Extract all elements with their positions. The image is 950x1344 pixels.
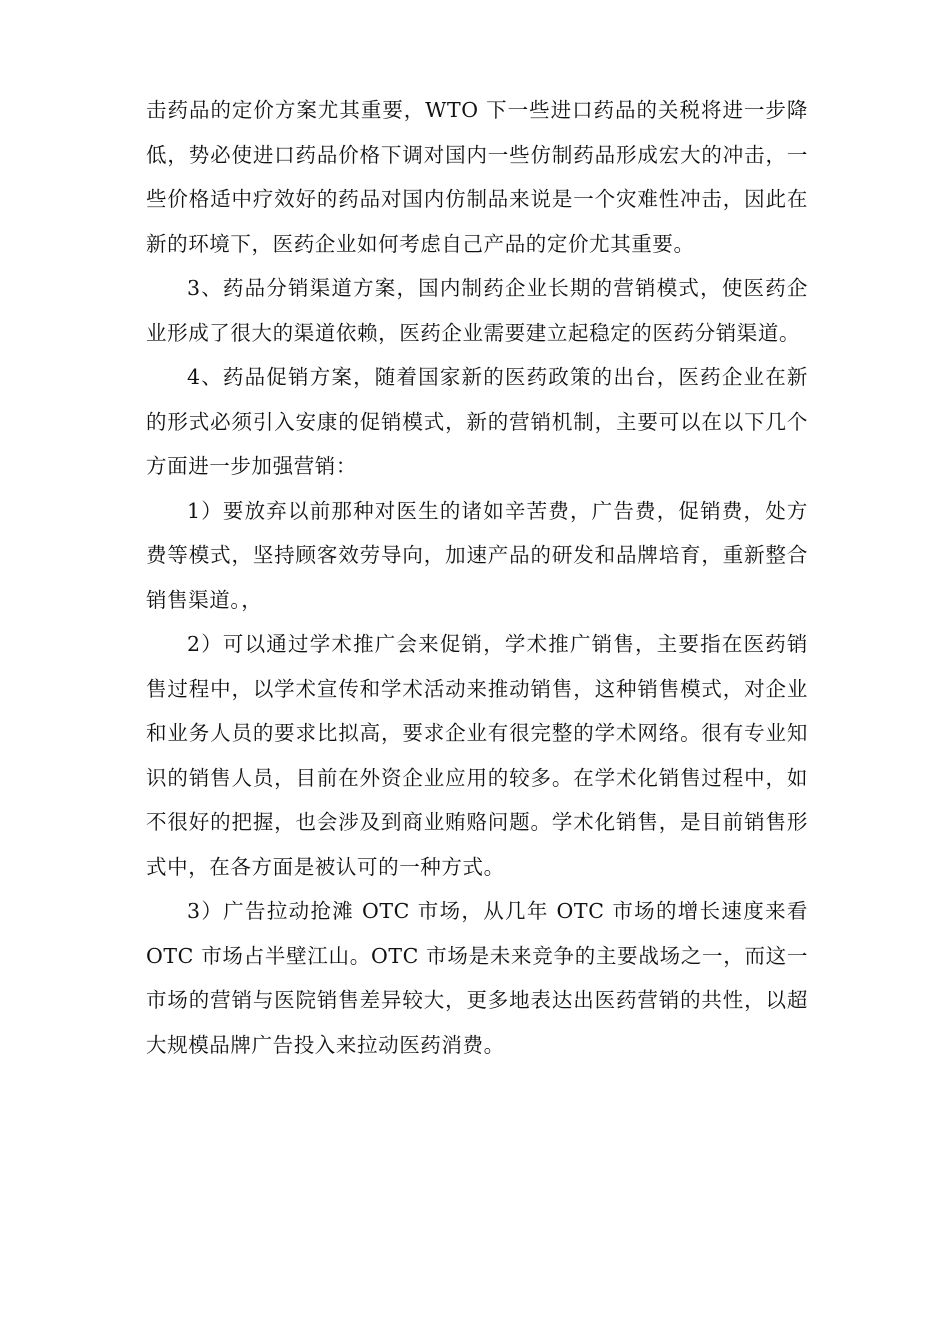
paragraph-item-3: 3）广告拉动抢滩 OTC 市场，从几年 OTC 市场的增长速度来看OTC 市场占半壁江山。OTC 市场是未来竞争的主要战场之一，而这一市场的营销与医院销售差异较大，更多地表达出医药营销的共性，以超大规模品牌广告投入来拉动医药消费。	[146, 899, 808, 1057]
paragraph-pricing-continuation: 击药品的定价方案尤其重要，WTO 下一些进口药品的关税将进一步降低，势必使进口药品价格下调对国内一些仿制药品形成宏大的冲击，一些价格适中疗效好的药品对国内仿制品来说是一个灾难性冲击，因此在新的环境下，医药企业如何考虑自己产品的定价尤其重要。	[146, 98, 808, 256]
paragraph-item-1: 1）要放弃以前那种对医生的诸如辛苦费，广告费，促销费，处方费等模式，坚持顾客效劳导向，加速产品的研发和品牌培育，重新整合销售渠道。，	[146, 498, 808, 612]
document-page	[146, 88, 808, 1067]
paragraph-item-2: 2）可以通过学术推广会来促销，学术推广销售，主要指在医药销售过程中，以学术宣传和学术活动来推动销售，这种销售模式，对企业和业务人员的要求比拟高，要求企业有很完整的学术网络。很有专业知识的销售人员，目前在外资企业应用的较多。在学术化销售过程中，如不很好的把握，也会涉及到商业贿赂问题。学术化销售，是目前销售形式中，在各方面是被认可的一种方式。	[146, 632, 808, 879]
paragraph-distribution-channel: 3、药品分销渠道方案，国内制药企业长期的营销模式，使医药企业形成了很大的渠道依赖，医药企业需要建立起稳定的医药分销渠道。	[146, 276, 808, 345]
paragraph-promotion-plan: 4、药品促销方案，随着国家新的医药政策的出台，医药企业在新的形式必须引入安康的促销模式，新的营销机制，主要可以在以下几个方面进一步加强营销：	[146, 365, 808, 478]
